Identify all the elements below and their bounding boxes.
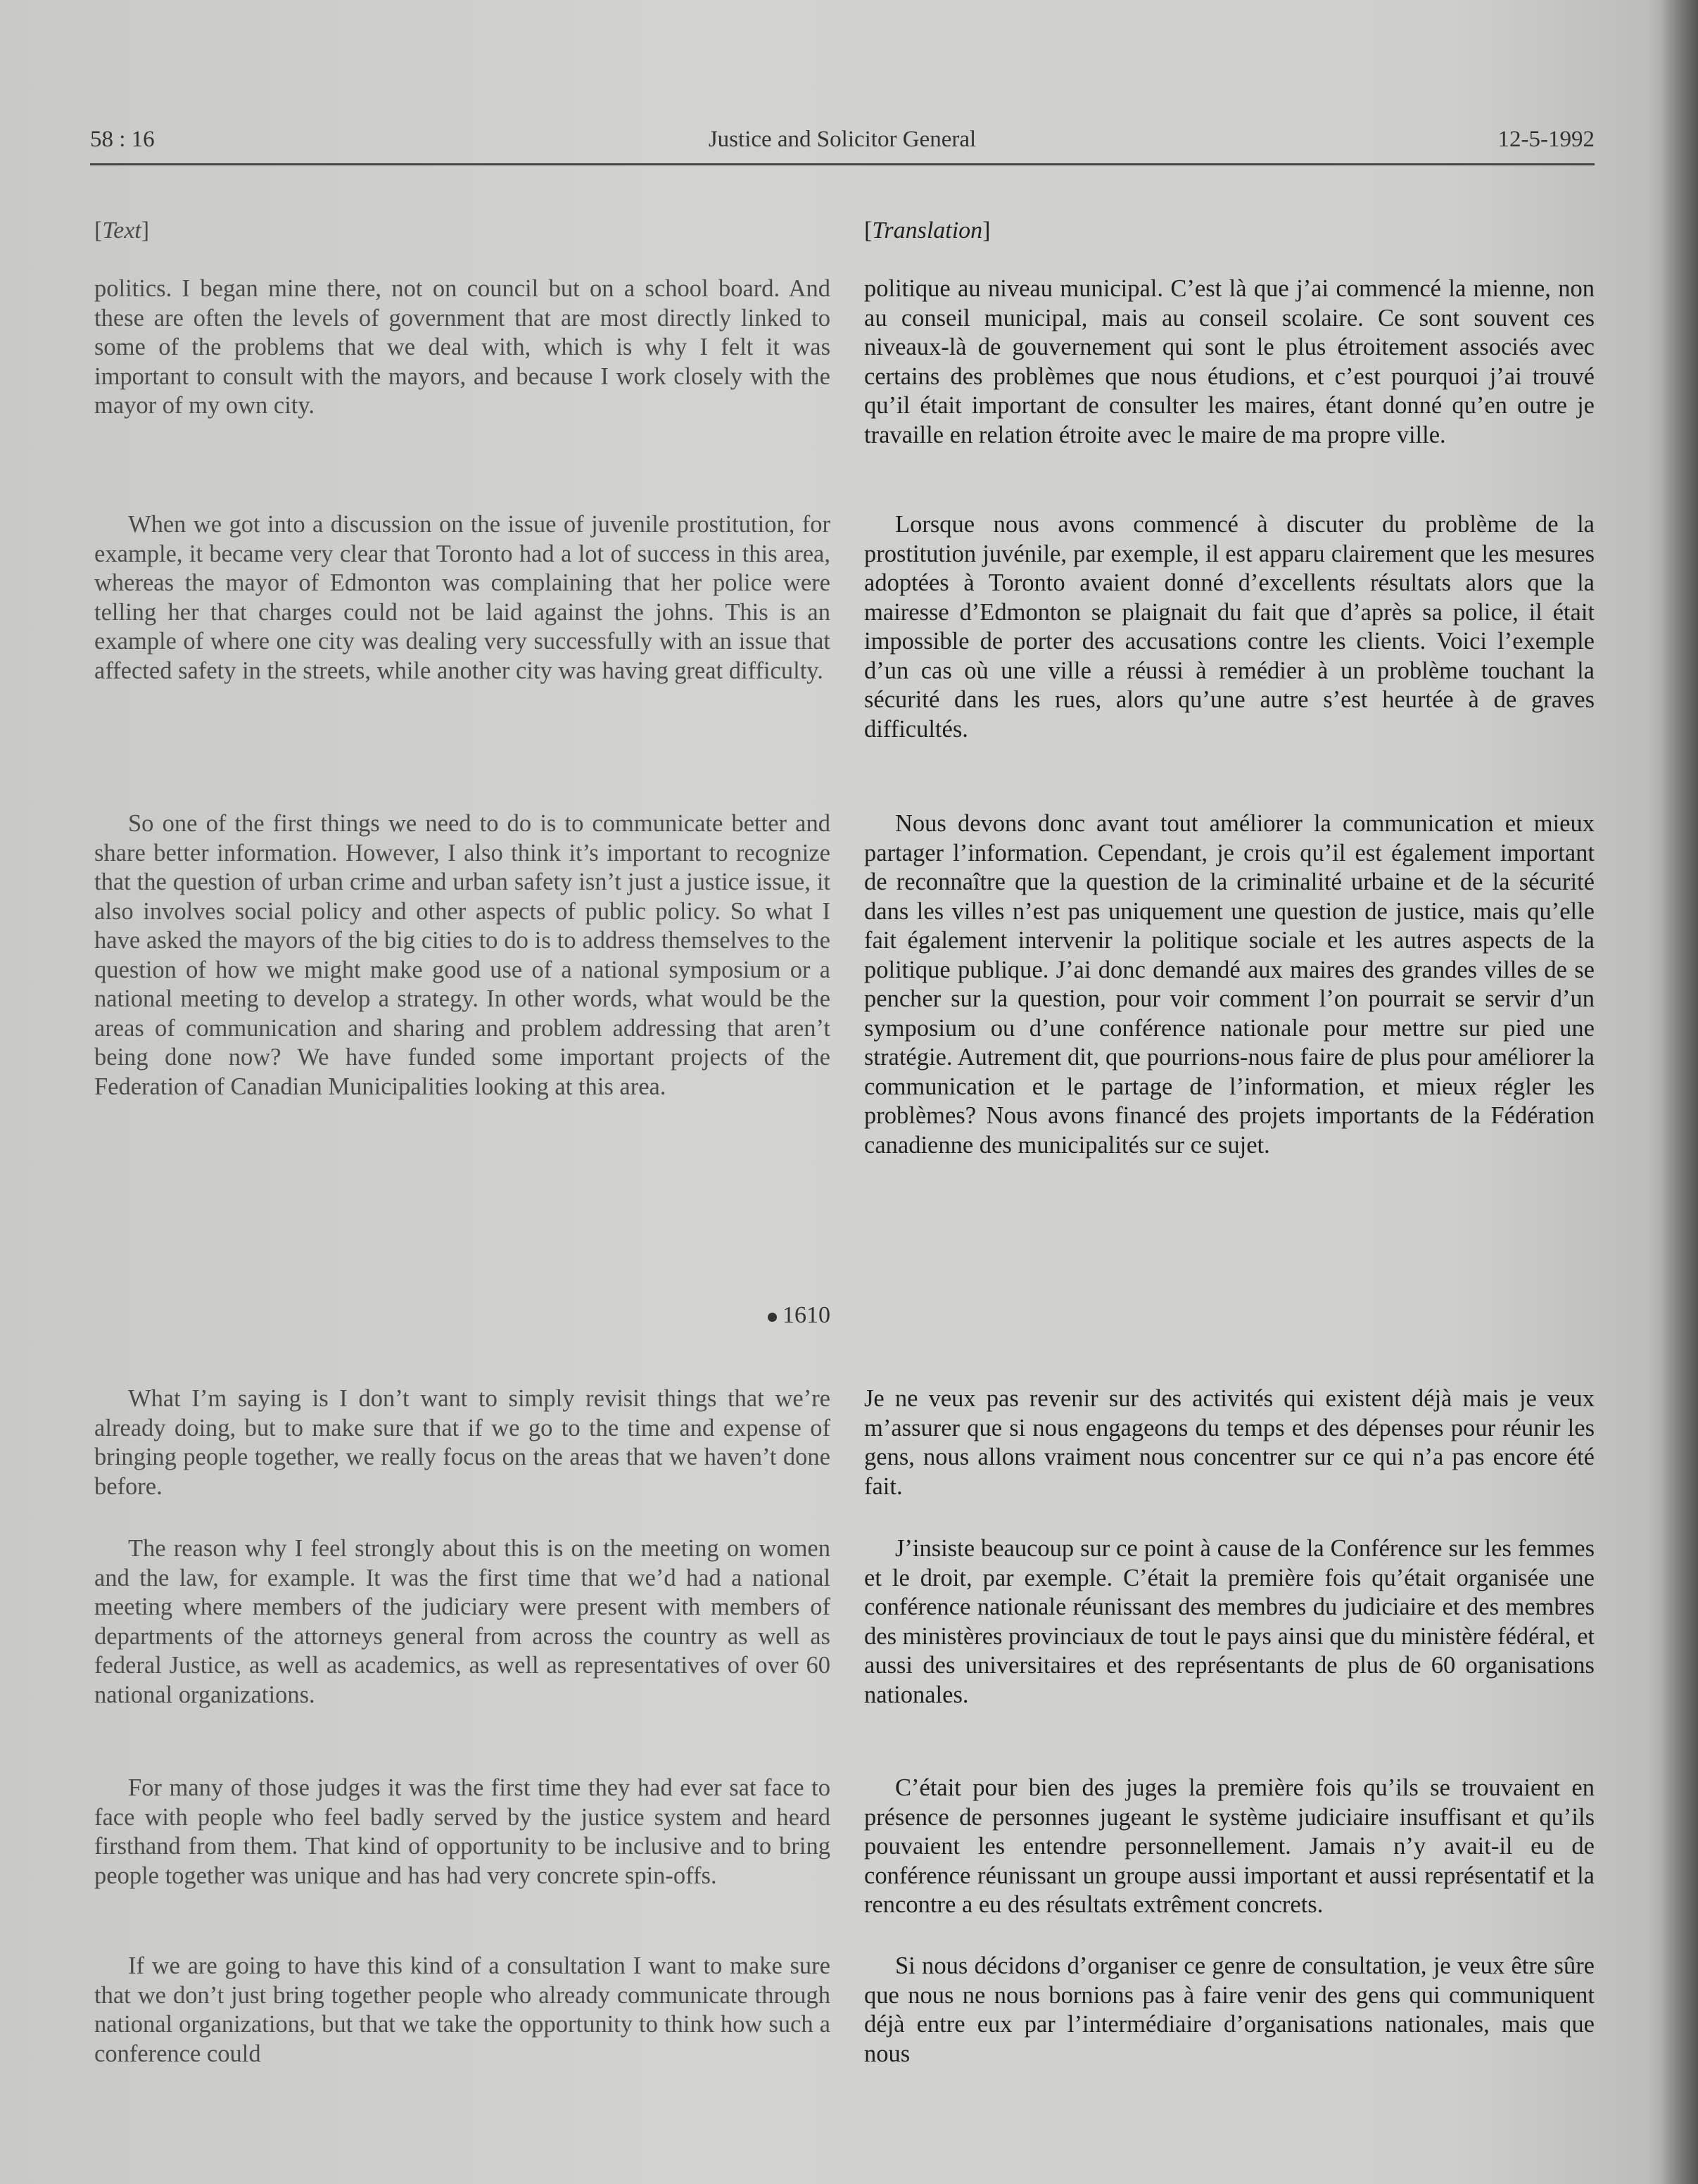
- time-marker: [739, 1302, 830, 1329]
- english-column: [94, 0, 830, 2184]
- english-paragraph-6: For many of those judges it was the first time they had ever sat face to face with people who feel badly served by the justice system and heard firsthand from them. That kind of opportunity to be inclusive and to bring people together was unique and has had very concrete spin-offs.: [94, 1774, 830, 1889]
- english-column-heading: [Text]: [94, 217, 150, 244]
- english-paragraph-4: What I’m saying is I don’t want to simply revisit things that we’re already doing, but to make sure that if we go to the time and expense of bringing people together, we really focus on the areas that we haven’t done before.: [94, 1385, 830, 1500]
- french-paragraph-4: Je ne veux pas revenir sur des activités qui existent déjà mais je veux m’assurer que si nous engageons du temps et des dépenses pour réunir les gens, nous allons vraiment nous concentrer sur ce qui n’a pas encore été fait.: [864, 1385, 1595, 1500]
- english-paragraph-2: When we got into a discussion on the issue of juvenile prostitution, for example, it became very clear that Toronto had a lot of success in this area, whereas the mayor of Edmonton was complaining that her police were telling her that charges could not be laid against the johns. This is an example of where one city was dealing very successfully with an issue that affected safety in the streets, while another city was having great difficulty.: [94, 511, 830, 684]
- page-edge-shadow: [1659, 0, 1698, 2184]
- french-paragraph-7: Si nous décidons d’organiser ce genre de consultation, je veux être sûre que nous ne nous bornions pas à faire venir des gens qui communiquent déjà entre eux par l’intermédiaire d’organisations nationales, mais que nous: [864, 1952, 1595, 2067]
- page-number: 58 : 16: [90, 127, 155, 152]
- french-column: [864, 0, 1595, 2184]
- french-heading-text: Translation: [872, 217, 983, 244]
- english-heading-text: Text: [102, 217, 141, 244]
- english-paragraph-7: If we are going to have this kind of a consultation I want to make sure that we don’t just bring together people who already communicate through national organizations, but that we take the opportunity to think how such a conference could: [94, 1952, 830, 2067]
- french-column-heading: [Translation]: [864, 217, 991, 244]
- french-paragraph-6: C’était pour bien des juges la première fois qu’ils se trouvaient en présence de personnes jugeant le système judiciaire insuffisant et qu’ils pouvaient les entendre personnellement. Jamais n’y avait-il eu de conférence réunissant un groupe aussi important et aussi représentatif et la rencontre a eu des résultats extrêment concrets.: [864, 1774, 1595, 1918]
- english-paragraph-5: The reason why I feel strongly about this is on the meeting on women and the law, for example. It was the first time that we’d had a national meeting where members of the judiciary were present with members of departments of the attorneys general from across the country as well as federal Justice, as well as academics, as well as representatives of over 60 national organizations.: [94, 1535, 830, 1708]
- english-paragraph-1: politics. I began mine there, not on council but on a school board. And these are often the levels of government that are most directly linked to some of the problems that we deal with, which is why I felt it was important to consult with the mayors, and because I work closely with the mayor of my own city.: [94, 275, 830, 419]
- bullet-icon: [768, 1313, 777, 1322]
- french-paragraph-2: Lorsque nous avons commencé à discuter du problème de la prostitution juvénile, par exemple, il est apparu clairement que les mesures adoptées à Toronto avaient donné d’excellents résultats alors que la mairesse d’Edmonton se plaignait du fait que d’après sa police, il était impossible de porter des accusations contre les clients. Voici l’exemple d’un cas où une ville a réussi à remédier à un problème touchant la sécurité dans les rues, alors qu’une autre s’est heurtée à de graves difficultés.: [864, 511, 1595, 743]
- time-marker-text: 1610: [783, 1302, 830, 1328]
- english-paragraph-3: So one of the first things we need to do is to communicate better and share better information. However, I also think it’s important to recognize that the question of urban crime and urban safety isn’t just a justice issue, it also involves social policy and other aspects of public policy. So what I have asked the mayors of the big cities to do is to address themselves to the question of how we might make good use of a national symposium or a national meeting to develop a strategy. In other words, what would be the areas of communication and sharing and problem addressing that aren’t being done now? We have funded some important projects of the Federation of Canadian Municipalities looking at this area.: [94, 810, 830, 1100]
- french-paragraph-5: J’insiste beaucoup sur ce point à cause de la Conférence sur les femmes et le droit, par exemple. C’était la première fois qu’était organisée une conférence nationale réunissant des membres du judiciaire et des membres des ministères provinciaux de tout le pays ainsi que du ministère fédéral, et aussi des universitaires et des représentants de plus de 60 organisations nationales.: [864, 1535, 1595, 1708]
- header-date: 12-5-1992: [1497, 127, 1595, 152]
- running-title: Justice and Solicitor General: [708, 127, 977, 152]
- french-paragraph-1: politique au niveau municipal. C’est là que j’ai commencé la mienne, non au conseil municipal, mais au conseil scolaire. Ce sont souvent ces niveaux-là de gouvernement qui sont le plus étroitement associés avec certains des problèmes que nous étudions, et c’est pourquoi j’ai trouvé qu’il était important de consulter les maires, étant donné qu’en outre je travaille en relation étroite avec le maire de ma propre ville.: [864, 275, 1595, 448]
- french-paragraph-3: Nous devons donc avant tout améliorer la communication et mieux partager l’information. Cependant, je crois qu’il est également important de reconnaître que la question de la criminalité urbaine et de la sécurité dans les villes n’est pas uniquement une question de justice, mais qu’elle fait également intervenir la politique sociale et les autres aspects de la politique publique. J’ai donc demandé aux maires des grandes villes de se pencher sur la question, pour voir comment l’on pourrait se servir d’un symposium ou d’une conférence nationale pour mettre sur pied une stratégie. Autrement dit, que pourrions-nous faire de plus pour améliorer la communication et le partage de l’information, et mieux régler les problèmes? Nous avons financé des projets importants de la Fédération canadienne des municipalités sur ce sujet.: [864, 810, 1595, 1159]
